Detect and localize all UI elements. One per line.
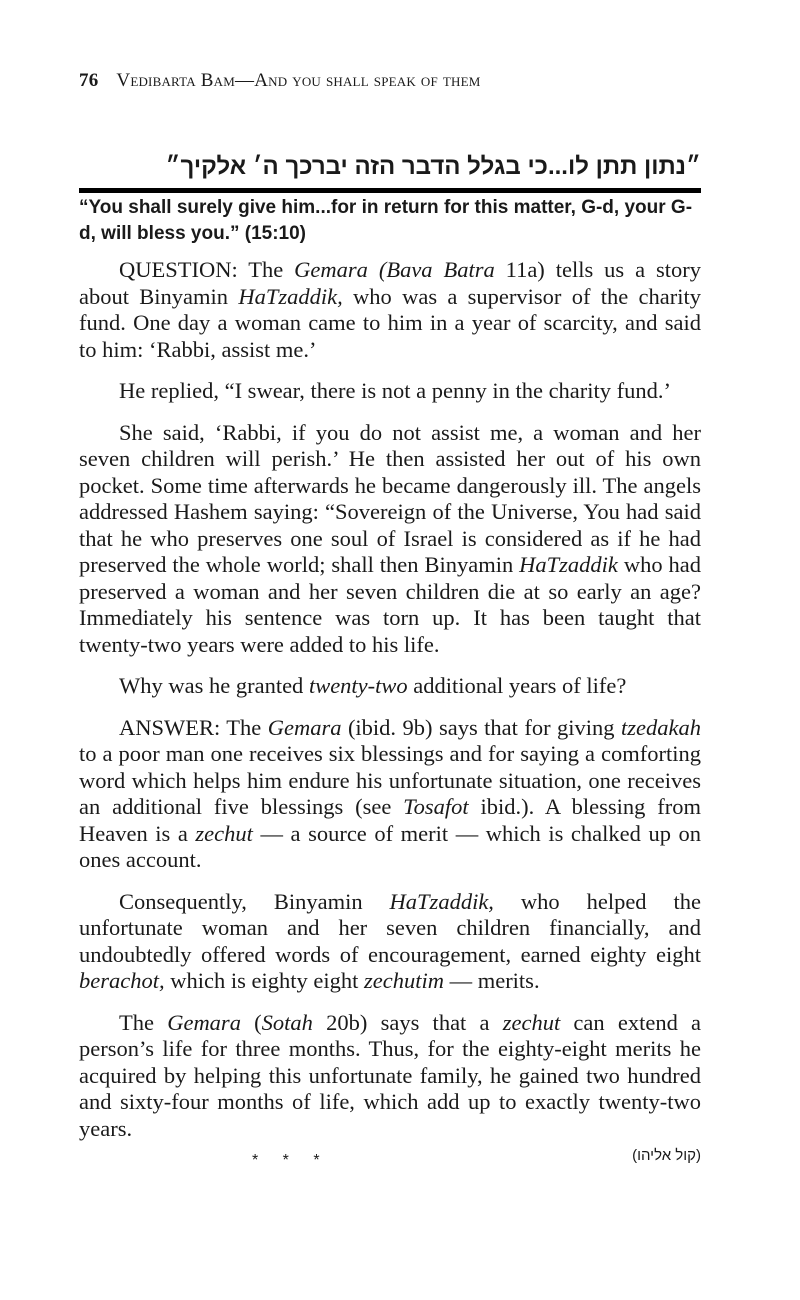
text-run: The [119, 1009, 168, 1035]
text-run: who helped the unfortunate woman and her seven children financially, and undoubtedly offered words of encouragement, earned eighty eight [79, 888, 701, 967]
text-run: who was a supervisor of the charity fund. One day a woman came to him in a year of scarcity, and said to him: ‘Rabbi, assist me.’ [79, 283, 701, 362]
running-title: Vedibarta Bam—And you shall speak of them [116, 70, 481, 91]
italic-term: Gemara [267, 714, 342, 740]
text-run: (ibid. 9b) says that for giving [341, 714, 622, 740]
italic-term: zechut [195, 820, 253, 846]
italic-term: zechutim [363, 968, 444, 993]
paragraph [79, 673, 701, 700]
hebrew-verse: ״נתון תתן לו...כי בגלל הדבר הזה יברכך ה׳ אלקיך״ [165, 153, 701, 180]
text-run: Consequently, Binyamin [119, 888, 390, 914]
paragraph [79, 1010, 701, 1143]
italic-term: berachot, [79, 968, 165, 993]
divider-rule [79, 188, 701, 193]
paragraph [79, 257, 701, 363]
text-run: — merits. [443, 968, 540, 993]
running-head [79, 70, 701, 100]
text-run: who had preserved a woman and her seven children die at so early an age? Immediately his sentence was torn up. It has been taught that twenty-two years were added to his life. [79, 552, 701, 657]
paragraph [79, 420, 701, 659]
italic-term: HaTzaddik [519, 552, 618, 577]
text-run: Why was he granted [119, 673, 309, 698]
text-run: ( [240, 1009, 262, 1035]
page-number: 76 [79, 70, 99, 91]
italic-term: tzedakah [621, 714, 701, 740]
text-run: QUESTION: The [119, 257, 295, 282]
paragraph [79, 715, 701, 874]
italic-term: Gemara [167, 1009, 241, 1035]
text-run: can extend a person’s life for three months. Thus, for the eighty-eight merits he acquired by helping this unfortunate family, he gained two hundred and sixty-four months of life, which add up to exactly twenty-two years. [79, 1009, 702, 1141]
section-separator: * * * [252, 1152, 330, 1169]
book-page [79, 70, 701, 1157]
verse-translation: “You shall surely give him...for in return for this matter, G-d, your G-d, will bless you.” (15:10) [79, 197, 693, 244]
text-run: He replied, “I swear, there is not a penny in the charity fund.’ [119, 378, 672, 403]
paragraph [79, 378, 701, 405]
text-run: 20b) says that a [312, 1009, 503, 1035]
paragraph [79, 889, 701, 995]
italic-term: twenty-two [308, 673, 408, 698]
text-run: ANSWER: The [119, 714, 268, 740]
italic-term: HaTzaddik, [389, 888, 494, 914]
source-citation: (קול אליהו) [632, 1147, 701, 1164]
italic-term: Tosafot [403, 794, 469, 819]
text-run: ibid.). A blessing from Heaven is a [79, 794, 701, 846]
text-run: to a poor man one receives six blessings and for saying a comforting word which helps him endure his unfortunate situation, one receives an additional five blessings (see [79, 741, 701, 819]
italic-term: Gemara (Bava Batra [294, 257, 495, 282]
italic-term: HaTzaddik, [238, 283, 343, 309]
text-run: 11a) tells us a story about Binyamin [79, 257, 701, 309]
text-run: additional years of life? [407, 673, 627, 698]
text-run: She said, ‘Rabbi, if you do not assist me, a woman and her seven children will perish.’ He then assisted her out of his own pocket. Some time afterwards he became dangerously ill. The angels addressed Hashem saying: “Sovereign of the Universe, You had said that he who preserves one soul of Israel is considered as if he had preserved the whole world; shall then Binyamin [79, 419, 701, 577]
italic-term: Sotah [261, 1009, 313, 1035]
italic-term: zechut [502, 1009, 561, 1035]
text-run: — a source of merit — which is chalked up on ones account. [79, 820, 702, 872]
text-run: which is eighty eight [164, 968, 364, 993]
body-text [79, 257, 701, 1142]
